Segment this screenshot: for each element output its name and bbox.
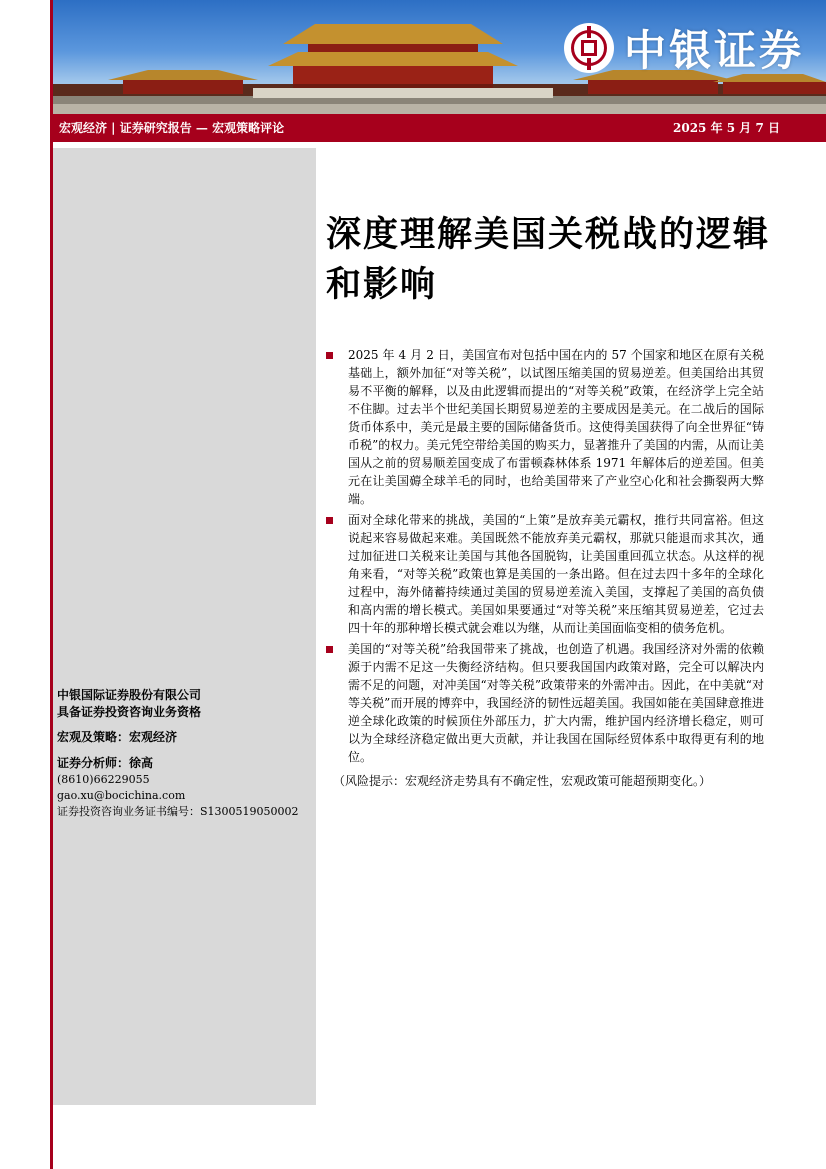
report-title: 深度理解美国关税战的逻辑和影响 — [326, 214, 771, 305]
company-qualification: 具备证券投资咨询业务资格 — [57, 705, 202, 719]
bullet-text: 美国的“对等关税”给我国带来了挑战，也创造了机遇。我国经济对外需的依赖源于内需不足这一失衡经济结构。但只要我国国内政策对路，完全可以解决内需不足的问题，对冲美国“对等关税”政策带来的外需冲击。因此，在中美就“对等关税”而开展的博弈中，我国经济的韧性远超美国。我国如能在美国肆意推进逆全球化政策的时候顶住外部压力，扩大内需，维护国内经济增长稳定，则可以为全球经济稳定做出更大贡献，并让我国在国际经贸体系中取得更有利的地位。 — [348, 642, 764, 764]
list-item — [326, 511, 764, 637]
sidebar — [53, 148, 316, 1105]
header-banner — [53, 0, 826, 114]
square-bullet-icon — [326, 517, 333, 524]
company-info — [57, 687, 201, 721]
report-info-bar — [53, 114, 826, 142]
analyst-label: 证券分析师：徐高 — [57, 756, 154, 770]
list-item — [326, 346, 764, 508]
analyst-email: gao.xu@bocichina.com — [57, 789, 186, 802]
square-bullet-icon — [326, 352, 333, 359]
analyst-contact — [57, 772, 299, 820]
list-item — [326, 640, 764, 766]
breadcrumb: 宏观经济 | 证券研究报告 — 宏观策略评论 — [59, 121, 285, 135]
company-name: 中银国际证券股份有限公司 — [57, 688, 202, 702]
risk-note: （风险提示：宏观经济走势具有不确定性，宏观政策可能超预期变化。） — [333, 774, 712, 788]
strategy-label: 宏观及策略：宏观经济 — [57, 730, 178, 744]
summary-list — [326, 346, 764, 769]
analyst-license: 证券投资咨询业务证书编号：S1300519050002 — [57, 805, 299, 818]
bullet-text: 面对全球化带来的挑战，美国的“上策”是放弃美元霸权，推行共同富裕。但这说起来容易做起来难。美国既然不能放弃美元霸权，那就只能退而求其次，通过加征进口关税来让美国与其他各国脱钩，让美国重回孤立状态。从这样的视角来看，“对等关税”政策也算是美国的一条出路。但在过去四十多年的全球化过程中，海外储蓄持续通过美国的贸易逆差流入美国，支撑起了美国的高负债和高内需的增长模式。美国如果要通过“对等关税”来压缩其贸易逆差，它过去四十年的那种增长模式就会难以为继，从而让美国面临变相的债务危机。 — [348, 513, 764, 635]
company-logo — [564, 18, 804, 78]
square-bullet-icon — [326, 646, 333, 653]
bullet-text: 2025 年 4 月 2 日，美国宣布对包括中国在内的 57 个国家和地区在原有关税基础上，额外加征“对等关税”，以试图压缩美国的贸易逆差。但美国给出其贸易不平衡的解释，以及由此逻辑而提出的“对等关税”政策，在经济学上完全站不住脚。过去半个世纪美国长期贸易逆差的主要成因是美元。在二战后的国际货币体系中，美元是最主要的国际储备货币。这使得美国获得了向全世界征“铸币税”的权力。美元凭空带给美国的购买力，显著推升了美国的内需，从而让美国从之前的贸易顺差国变成了布雷顿森林体系 1971 年解体后的逆差国。但美元在让美国薅全球羊毛的同时，也给美国带来了产业空心化和社会撕裂两大弊端。 — [348, 348, 764, 506]
analyst-phone: (8610)66229055 — [57, 773, 150, 786]
report-date: 2025 年 5 月 7 日 — [673, 121, 780, 135]
boc-logo-icon — [564, 23, 614, 73]
logo-text: 中银证券 — [623, 26, 804, 75]
